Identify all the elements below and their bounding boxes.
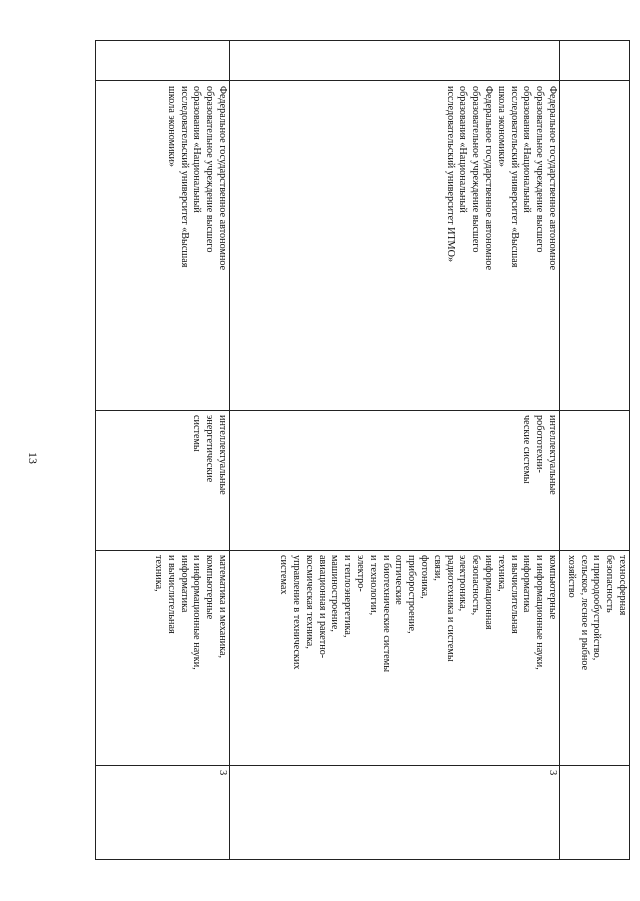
column-divider — [95, 550, 630, 551]
table-border-left — [95, 40, 630, 41]
table-border-bottom — [95, 40, 96, 860]
column-divider — [95, 80, 630, 81]
row-2-program: интеллектуальные робототехни- ческие системы — [521, 415, 558, 495]
row-3-count: 3 — [217, 770, 228, 776]
row-2-university: Федеральное государственное автономное образовательное учреждение высшего образования «Национальный исследовательский университет «Высшая школа экономики» Федеральное государственное автономное образовательное учреждение высшего образования «Национальный исследовательский университет ИТМО» — [444, 86, 558, 271]
table-border-right — [95, 859, 630, 860]
page-number: 13 — [26, 452, 40, 464]
row-divider — [229, 40, 230, 860]
allocation-table — [95, 40, 630, 860]
row-2-fields: компьютерные и информационные науки, информатика и вычислительная техника, информационная безопасность, электроника, радиотехника и системы связи, фотоника, приборостроение, оптические и биотехнические системы и технологии, электро- и теплоэнергетика, машиностроение, авиационная и ракетно- космическая техника, управление в технических системах — [278, 555, 558, 673]
rotated-table-container — [95, 40, 630, 860]
row-divider — [629, 40, 630, 860]
column-divider — [95, 410, 630, 411]
row-3-program: интеллектуальные энергетические системы — [191, 415, 228, 495]
row-divider — [559, 40, 560, 860]
row-2-count: 3 — [547, 770, 558, 776]
row-3-fields: математика и механика, компьютерные и информационные науки, информатика и вычислительная техника, — [153, 555, 228, 670]
row-1-fields: техносферная безопасность и природообустройство, сельское, лесное и рыбное хозяйство — [565, 555, 628, 671]
column-divider — [95, 765, 630, 766]
row-3-university: Федеральное государственное автономное образовательное учреждение высшего образования «Национальный исследовательский университет «Высшая школа экономики» — [165, 86, 228, 271]
